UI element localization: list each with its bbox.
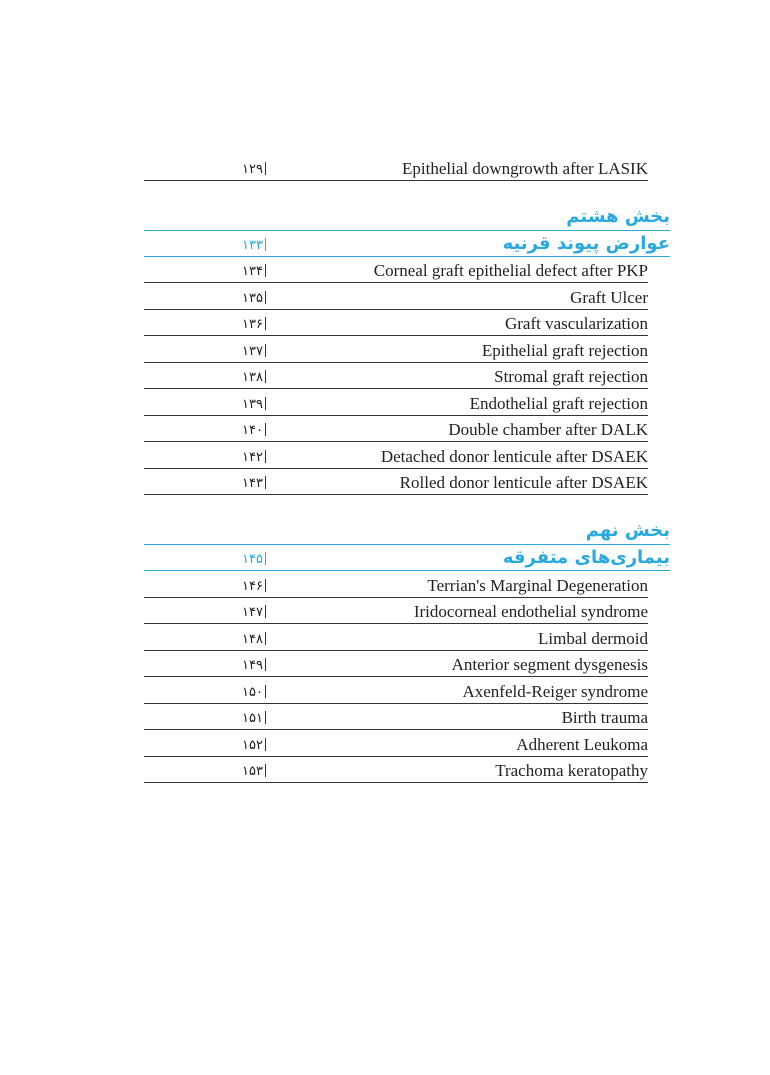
- toc-entry-title: Epithelial graft rejection: [481, 340, 648, 360]
- toc-entry-title: Stromal graft rejection: [494, 367, 648, 386]
- toc-entry-title: Endothelial graft rejection: [469, 393, 648, 413]
- chapter-heading[interactable]: [144, 230, 670, 257]
- toc-entry-title: Epithelial downgrowth after LASIK: [402, 158, 648, 178]
- toc-row[interactable]: [144, 310, 648, 337]
- chapter-heading[interactable]: [144, 544, 670, 571]
- toc-row[interactable]: [144, 598, 648, 625]
- toc-entry-title: Graft Ulcer: [570, 287, 648, 307]
- chapter-page: ۱۴۵: [242, 551, 266, 569]
- toc-entry-title: Terrian's Marginal Degeneration: [427, 575, 648, 595]
- toc-row[interactable]: [144, 336, 648, 363]
- toc-row[interactable]: [144, 571, 648, 598]
- toc-row[interactable]: [144, 677, 648, 704]
- toc-row[interactable]: [144, 651, 648, 678]
- part-label: بخش هشتم: [566, 205, 670, 227]
- table-of-contents: [144, 154, 670, 783]
- toc-entry-title: Detached donor lenticule after DSAEK: [380, 446, 648, 466]
- toc-entry-title: Anterior segment dysgenesis: [451, 655, 648, 674]
- toc-entry-page: ۱۳۴: [242, 263, 266, 281]
- toc-entry-page: ۱۳۵: [242, 290, 266, 308]
- toc-entry-page: ۱۴۸: [242, 631, 266, 649]
- toc-entry-page: ۱۳۹: [242, 396, 266, 414]
- toc-entry-page: ۱۴۶: [242, 578, 266, 596]
- toc-row[interactable]: [144, 730, 648, 757]
- toc-row[interactable]: [144, 363, 648, 390]
- toc-entry-title: Birth trauma: [561, 708, 648, 727]
- toc-entry-page: ۱۵۱: [242, 710, 266, 728]
- toc-entry-page: ۱۴۰: [242, 422, 266, 440]
- toc-row[interactable]: [144, 154, 648, 181]
- toc-row[interactable]: [144, 389, 648, 416]
- toc-row[interactable]: [144, 257, 648, 284]
- toc-row[interactable]: [144, 416, 648, 443]
- toc-entry-title: Trachoma keratopathy: [495, 761, 648, 780]
- toc-entry-page: ۱۵۲: [242, 737, 266, 755]
- toc-row[interactable]: [144, 624, 648, 651]
- toc-entry-title: Axenfeld-Reiger syndrome: [462, 681, 648, 701]
- toc-row[interactable]: [144, 704, 648, 731]
- toc-entry-title: Iridocorneal endothelial syndrome: [413, 602, 648, 621]
- toc-entry-title: Adherent Leukoma: [516, 734, 648, 754]
- toc-entry-page: ۱۲۹: [242, 161, 266, 179]
- toc-entry-page: ۱۵۰: [242, 684, 266, 702]
- toc-entry-page: ۱۳۸: [242, 369, 266, 387]
- toc-entry-title: Graft vascularization: [504, 314, 648, 333]
- toc-entry-page: ۱۵۳: [242, 763, 266, 781]
- toc-entry-page: ۱۴۳: [242, 475, 266, 493]
- part-nine: [144, 519, 670, 783]
- toc-row[interactable]: [144, 757, 648, 784]
- toc-entry-page: ۱۴۲: [242, 449, 266, 467]
- toc-entry-title: Limbal dermoid: [537, 628, 648, 648]
- part-eight: [144, 205, 670, 496]
- toc-entry-title: Rolled donor lenticule after DSAEK: [399, 473, 648, 492]
- part-label: بخش نهم: [585, 520, 670, 541]
- toc-entry-title: Corneal graft epithelial defect after PKP: [373, 261, 648, 280]
- toc-entry-page: ۱۳۶: [242, 316, 266, 334]
- toc-entry-page: ۱۴۹: [242, 657, 266, 675]
- toc-entry-page: ۱۳۷: [242, 343, 266, 361]
- chapter-title: بیماری‌های متفرقه: [502, 547, 670, 568]
- toc-row[interactable]: [144, 442, 648, 469]
- chapter-title: عوارض پیوند قرنیه: [502, 232, 670, 254]
- toc-row[interactable]: [144, 469, 648, 496]
- toc-row[interactable]: [144, 283, 648, 310]
- toc-entry-page: ۱۴۷: [242, 604, 266, 622]
- toc-entry-title: Double chamber after DALK: [448, 420, 648, 439]
- chapter-page: ۱۳۳: [242, 237, 266, 255]
